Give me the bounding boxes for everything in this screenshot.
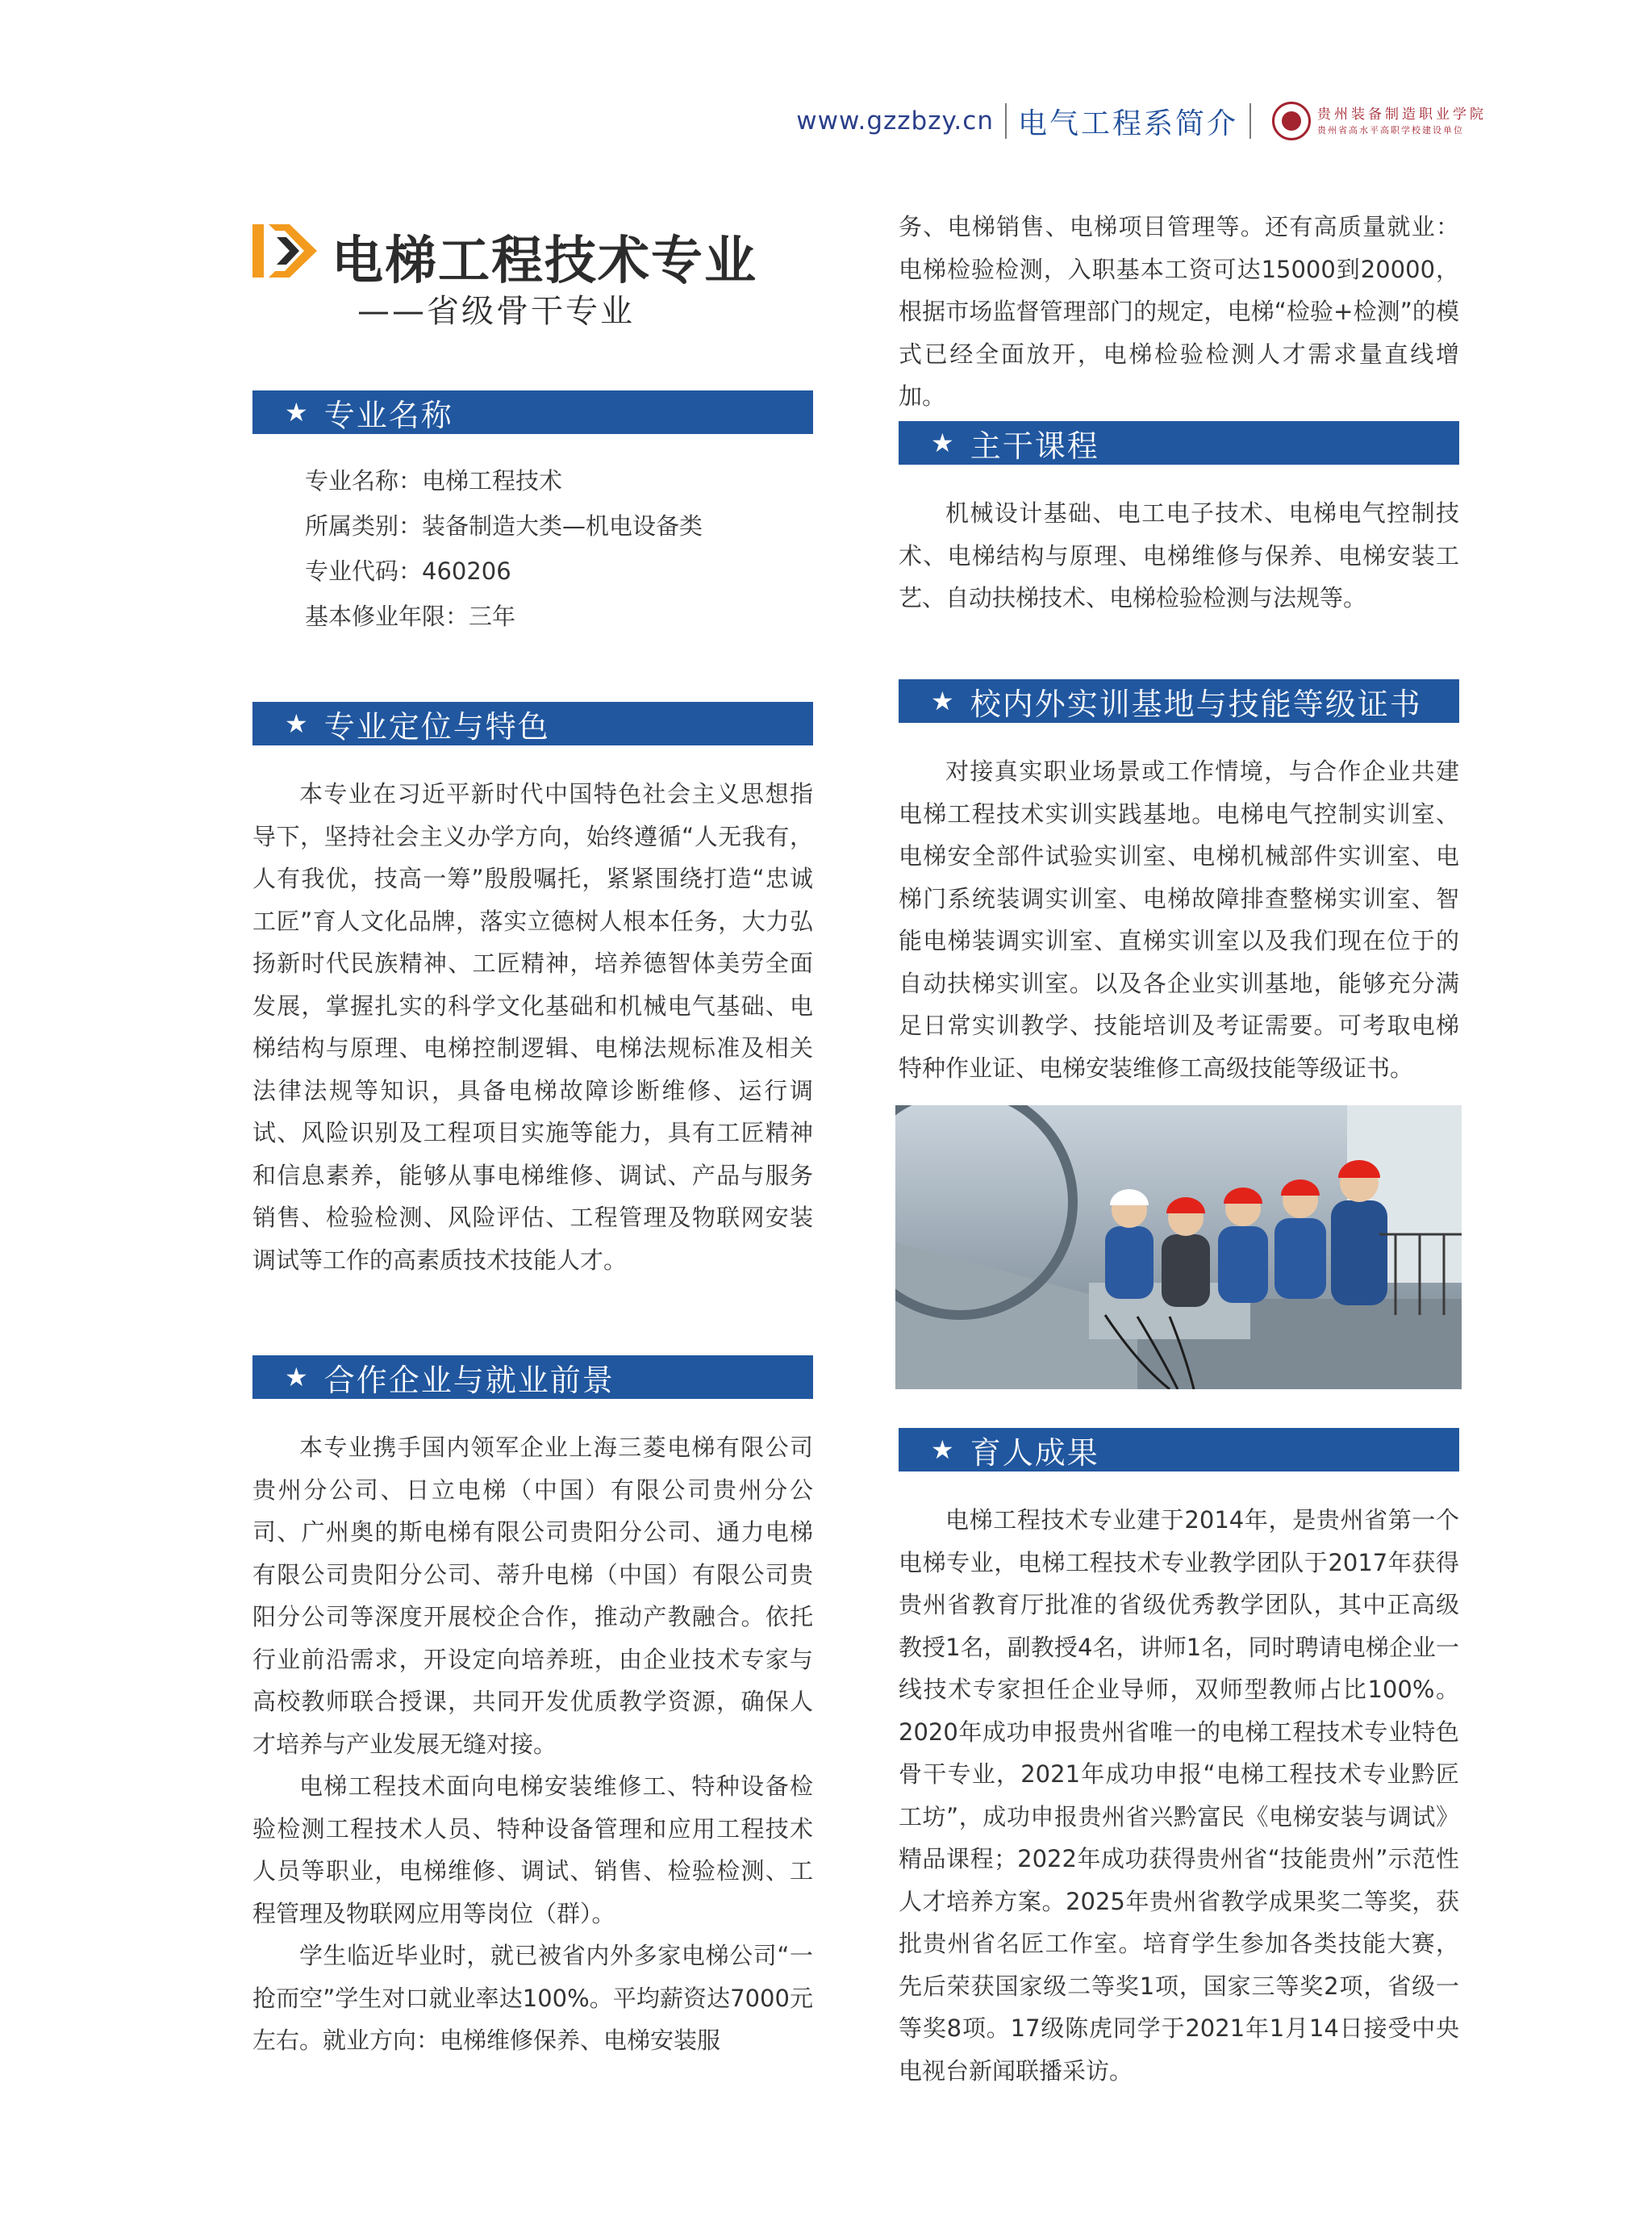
- paragraph: 本专业在习近平新时代中国特色社会主义思想指导下，坚持社会主义办学方向，始终遵循“人无我有，人有我优，技高一筹”殷殷嘱托，紧紧围绕打造“忠诚工匠”育人文化品牌，落实立德树人根本任务，大力弘扬新时代民族精神、工匠精神，培养德智体美劳全面发展，掌握扎实的科学文化基础和机械电气基础、电梯结构与原理、电梯控制逻辑、电梯法规标准及相关法律法规等知识，具备电梯故障诊断维修、运行调试、风险识别及工程项目实施等能力，具有工匠精神和信息素养，能够从事电梯维修、调试、产品与服务销售、检验检测、风险评估、工程管理及物联网安装调试等工作的高素质技术技能人才。: [252, 780, 813, 1274]
- section-header-courses: [899, 421, 1459, 465]
- section-title: 合作企业与就业前景: [323, 1362, 615, 1398]
- training-photo-illustration: [895, 1105, 1462, 1389]
- info-item: 基本修业年限：三年: [305, 603, 516, 630]
- section-header-results: [899, 1428, 1459, 1472]
- site-url[interactable]: www.gzzbzy.cn: [796, 106, 994, 136]
- paragraph: 机械设计基础、电工电子技术、电梯电气控制技术、电梯结构与原理、电梯维修与保养、电梯安装工艺、自动扶梯技术、电梯检验检测与法规等。: [899, 499, 1459, 612]
- title-chevron-icon: [252, 224, 317, 278]
- section-header-training: [899, 679, 1459, 723]
- paragraph: 务、电梯销售、电梯项目管理等。还有高质量就业：电梯检验检测，入职基本工资可达15000到20000，根据市场监督管理部门的规定，电梯“检验+检测”的模式已经全面放开，电梯检验检测人才需求量直线增加。: [899, 213, 1459, 410]
- school-subtitle: 贵州省高水平高职学校建设单位: [1317, 125, 1464, 136]
- star-icon: ★: [931, 428, 956, 458]
- cooperation-text-continued: [899, 206, 1459, 418]
- page-subtitle: ——省级骨干专业: [357, 293, 635, 330]
- paragraph: 电梯工程技术专业建于2014年，是贵州省第一个电梯专业，电梯工程技术专业教学团队于2017年获得贵州省教育厅批准的省级优秀教学团队，其中正高级教授1名，副教授4名，讲师1名，同时聘请电梯企业一线技术专家担任企业导师，双师型教师占比100%。2020年成功申报贵州省唯一的电梯工程技术专业特色骨干专业，2021年成功申报“电梯工程技术专业黔匠工坊”，成功申报贵州省兴黔富民《电梯安装与调试》精品课程；2022年成功获得贵州省“技能贵州”示范性人才培养方案。2025年贵州省教学成果奖二等奖，获批贵州省名匠工作室。培育学生参加各类技能大赛，先后荣获国家级二等奖1项，国家三等奖2项，省级一等奖8项。17级陈虎同学于2021年1月14日接受中央电视台新闻联播采访。: [899, 1506, 1459, 2085]
- page-title: 电梯工程技术专业: [332, 232, 757, 291]
- star-icon: ★: [931, 1434, 956, 1465]
- info-item: 所属类别：装备制造大类—机电设备类: [305, 512, 703, 540]
- section-header-cooperation: [252, 1355, 813, 1399]
- header-divider-2: [1249, 103, 1251, 139]
- results-text: [899, 1499, 1459, 2092]
- training-text: [899, 750, 1459, 1089]
- section-title: 校内外实训基地与技能等级证书: [970, 686, 1422, 722]
- section-header-positioning: [252, 702, 813, 745]
- section-header-major-name: [252, 390, 813, 434]
- page-header: [796, 95, 1487, 147]
- paragraph: 电梯工程技术面向电梯安装维修工、特种设备检验检测工程技术人员、特种设备管理和应用工程技术人员等职业，电梯维修、调试、销售、检验检测、工程管理及物联网应用等岗位（群）。: [252, 1772, 813, 1927]
- paragraph: 本专业携手国内领军企业上海三菱电梯有限公司贵州分公司、日立电梯（中国）有限公司贵州分公司、广州奥的斯电梯有限公司贵阳分公司、通力电梯有限公司贵阳分公司、蒂升电梯（中国）有限公司贵阳分公司等深度开展校企合作，推动产教融合。依托行业前沿需求，开设定向培养班，由企业技术专家与高校教师联合授课，共同开发优质教学资源，确保人才培养与产业发展无缝对接。: [252, 1434, 813, 1758]
- paragraph: 学生临近毕业时，就已被省内外多家电梯公司“一抢而空”学生对口就业率达100%。平均薪资达7000元左右。就业方向：电梯维修保养、电梯安装服: [252, 1942, 813, 2054]
- cooperation-text: [252, 1426, 813, 2062]
- school-seal-icon: [1272, 102, 1311, 140]
- training-photo: [895, 1105, 1462, 1389]
- courses-text: [899, 492, 1459, 620]
- star-icon: ★: [285, 708, 310, 739]
- section-title: 育人成果: [970, 1434, 1099, 1471]
- star-icon: ★: [931, 686, 956, 716]
- section-title: 专业定位与特色: [323, 708, 550, 745]
- section-title: 专业名称: [323, 397, 453, 433]
- star-icon: ★: [285, 397, 310, 428]
- school-logo: [1272, 102, 1487, 140]
- header-divider: [1005, 103, 1007, 139]
- major-info-list: [305, 458, 703, 639]
- star-icon: ★: [285, 1362, 310, 1392]
- info-item: 专业名称：电梯工程技术: [305, 467, 563, 495]
- positioning-text: [252, 773, 813, 1281]
- section-title: 主干课程: [970, 428, 1099, 464]
- info-item: 专业代码：460206: [305, 557, 511, 585]
- department-title: 电气工程系简介: [1017, 106, 1238, 140]
- paragraph: 对接真实职业场景或工作情境，与合作企业共建电梯工程技术实训实践基地。电梯电气控制实训室、电梯安全部件试验实训室、电梯机械部件实训室、电梯门系统装调实训室、电梯故障排查整梯实训室、智能电梯装调实训室、直梯实训室以及我们现在位于的自动扶梯实训室。以及各企业实训基地，能够充分满足日常实训教学、技能培训及考证需要。可考取电梯特种作业证、电梯安装维修工高级技能等级证书。: [899, 758, 1459, 1082]
- school-name: 贵州装备制造职业学院: [1317, 106, 1487, 123]
